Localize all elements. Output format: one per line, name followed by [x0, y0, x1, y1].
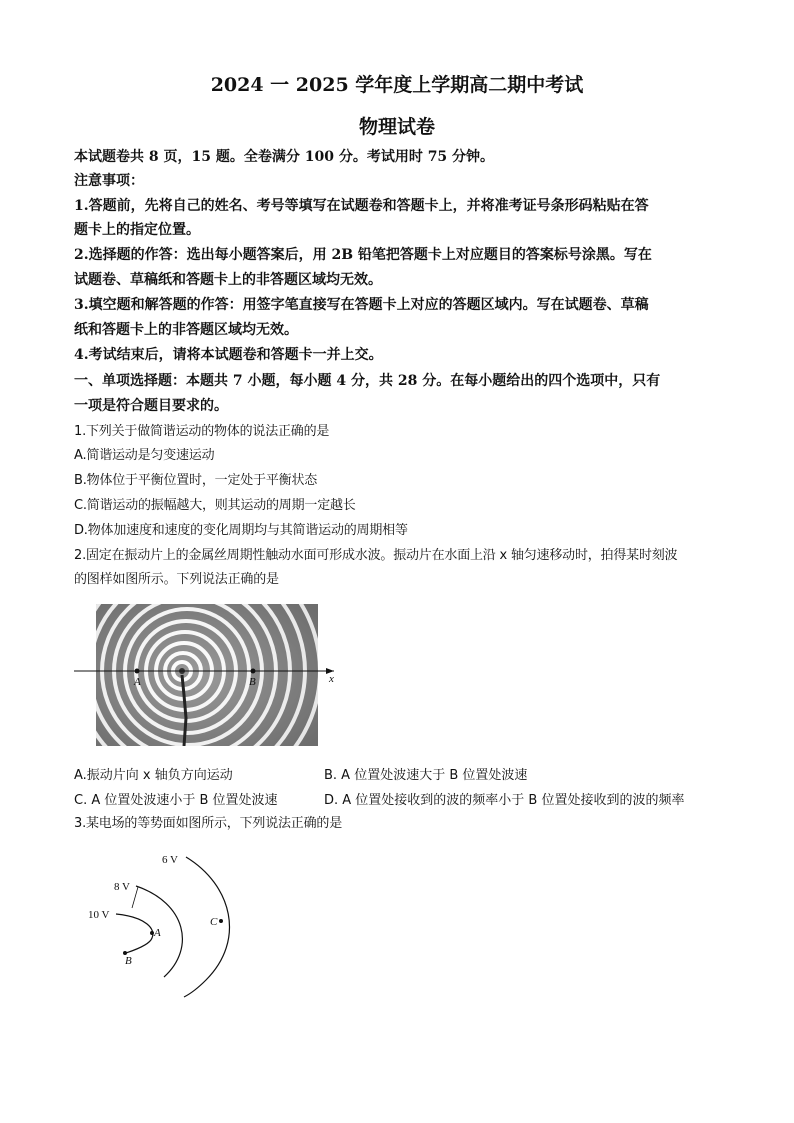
question-2-option-a: A.振动片向 x 轴负方向运动	[74, 768, 233, 783]
equipotential-6v-curve	[184, 857, 229, 997]
point-c-label: C	[210, 916, 218, 928]
point-a-label: A	[134, 676, 141, 688]
x-axis-label: x	[329, 673, 334, 685]
point-b-label: B	[249, 676, 256, 688]
equipotential-10v-curve	[116, 914, 153, 953]
point-a-marker	[135, 669, 140, 674]
notice-line: 1.答题前，先将自己的姓名、考号等填写在试题卷和答题卡上，并将准考证号条形码粘贴在答	[74, 198, 649, 214]
label-6v: 6 V	[162, 854, 178, 866]
label-8v: 8 V	[114, 881, 130, 893]
notice-heading: 注意事项：	[74, 173, 144, 189]
question-1-option-a: A.简谐运动是匀变速运动	[74, 448, 215, 463]
question-2-option-b: B. A 位置处波速大于 B 位置处波速	[324, 768, 528, 783]
point-b-marker	[251, 669, 256, 674]
notice-line: 4.考试结束后，请将本试题卷和答题卡一并上交。	[74, 347, 383, 363]
question-1-option-d: D.物体加速度和速度的变化周期均与其简谐运动的周期相等	[74, 523, 408, 538]
exam-title: 2024 一 2025 学年度上学期高二期中考试	[210, 74, 584, 96]
question-2-stem-cont: 的图样如图所示。下列说法正确的是	[74, 572, 279, 587]
notice-line: 纸和答题卡上的非答题区域均无效。	[74, 322, 298, 338]
question-3-stem: 3.某电场的等势面如图所示，下列说法正确的是	[74, 816, 343, 831]
wave-figure	[74, 600, 346, 750]
exam-summary: 本试题卷共 8 页，15 题。全卷满分 100 分。考试用时 75 分钟。	[74, 149, 495, 165]
question-2-option-d: D. A 位置处接收到的波的频率小于 B 位置处接收到的波的频率	[324, 793, 685, 808]
section-heading-cont: 一项是符合题目要求的。	[74, 398, 228, 414]
notice-line: 3.填空题和解答题的作答：用签字笔直接写在答题卡上对应的答题区域内。写在试题卷、草稿	[74, 297, 649, 313]
label-10v: 10 V	[88, 909, 110, 921]
question-1-option-c: C.简谐运动的振幅越大，则其运动的周期一定越长	[74, 498, 356, 513]
exam-subtitle: 物理试卷	[358, 116, 435, 138]
question-1-option-b: B.物体位于平衡位置时，一定处于平衡状态	[74, 473, 318, 488]
point-b-label: B	[125, 955, 132, 967]
question-2-option-c: C. A 位置处波速小于 B 位置处波速	[74, 793, 278, 808]
question-2-stem: 2.固定在振动片上的金属丝周期性触动水面可形成水波。振动片在水面上沿 x 轴匀速移动时，拍得某时刻波	[74, 548, 678, 563]
point-c-marker	[219, 919, 223, 923]
notice-line: 2.选择题的作答：选出每小题答案后，用 2B 铅笔把答题卡上对应题目的答案标号涂黑。写在	[74, 247, 652, 263]
equipotential-figure	[74, 845, 274, 1010]
point-a-label: A	[154, 927, 161, 939]
label-leader-8v	[132, 887, 138, 908]
section-heading: 一、单项选择题：本题共 7 小题，每小题 4 分，共 28 分。在每小题给出的四个选项中，只有	[74, 373, 661, 389]
notice-line: 题卡上的指定位置。	[74, 222, 200, 238]
notice-line: 试题卷、草稿纸和答题卡上的非答题区域均无效。	[74, 272, 382, 288]
question-1-stem: 1.下列关于做简谐运动的物体的说法正确的是	[74, 424, 330, 439]
